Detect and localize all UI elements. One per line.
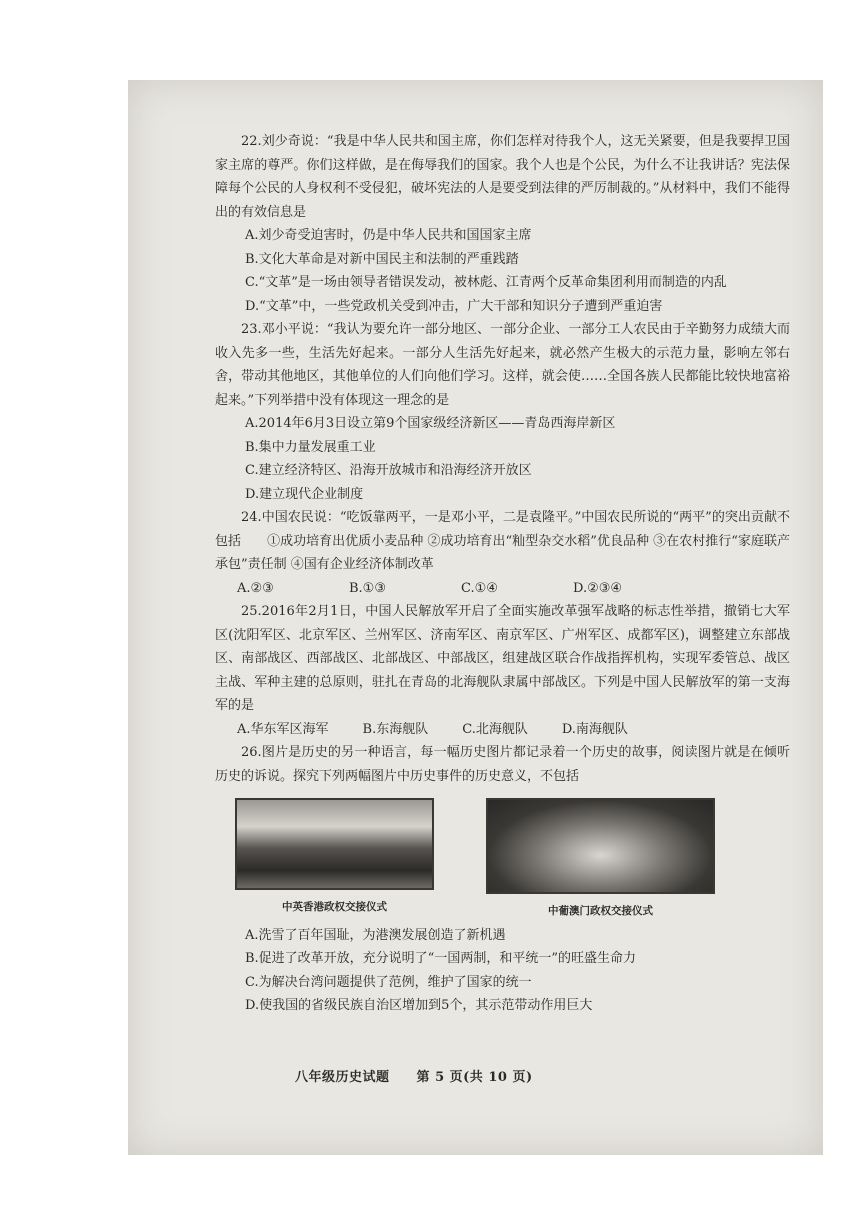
q26-stem: 26.图片是历史的另一种语言，每一幅历史图片都记录着一个历史的故事，阅读图片就是在倾听历史的诉说。探究下列两幅图片中历史事件的历史意义，不包括 <box>215 745 790 784</box>
q23-stem: 23.邓小平说：“我认为要允许一部分地区、一部分企业、一部分工人农民由于辛勤努力成绩大而收入先多一些，生活先好起来。一部分人生活先好起来，就必然产生极大的示范力量，影响左邻右舍，带动其他地区，其他单位的人们向他们学习。这样，就会使……全国各族人民都能比较快地富裕起来。”下列举措中没有体现这一理念的是 <box>215 322 790 408</box>
q22-option-a: A.刘少奇受迫害时，仍是中华人民共和国国家主席 <box>245 228 532 243</box>
q25-option-b: B.东海舰队 <box>362 721 429 737</box>
q25-option-c: C.北海舰队 <box>462 721 528 737</box>
q24-option-a: A.②③ <box>237 580 274 596</box>
hongkong-handover-photo <box>235 798 434 890</box>
question-block <box>215 130 790 1018</box>
q23-option-a: A.2014年6月3日设立第9个国家级经济新区——青岛西海岸新区 <box>245 416 616 431</box>
q24-option-c: C.①④ <box>461 580 498 596</box>
q26-option-a: A.洗雪了百年国耻，为港澳发展创造了新机遇 <box>245 927 506 943</box>
q22-option-b: B.文化大革命是对新中国民主和法制的严重践踏 <box>245 251 519 267</box>
figure-macau <box>486 798 715 924</box>
q23-option-b: B.集中力量发展重工业 <box>245 439 376 455</box>
q23-option-c: C.建立经济特区、沿海开放城市和沿海经济开放区 <box>245 463 532 478</box>
footer-subject: 八年级历史试题 <box>295 1070 390 1085</box>
q26-option-c: C.为解决台湾问题提供了范例，维护了国家的统一 <box>245 974 532 990</box>
q26-option-b: B.促进了改革开放，充分说明了“一国两制，和平统一”的旺盛生命力 <box>245 951 636 966</box>
q25-option-a: A.华东军区海军 <box>237 721 329 737</box>
q25-stem: 25.2016年2月1日，中国人民解放军开启了全面实施改革强军战略的标志性举措，撤销七大军区(沈阳军区、北京军区、兰州军区、济南军区、南京军区、广州军区、成都军区)，调整建立东部战区、南部战区、西部战区、北部战区、中部战区，组建战区联合作战指挥机构，实现军委管总、战区主战、军种主建的总原则，驻扎在青岛的北海舰队隶属中部战区。下列是中国人民解放军的第一支海军的是 <box>215 604 790 713</box>
q24-option-d: D.②③④ <box>573 580 623 596</box>
figure-caption: 中葡澳门政权交接仪式 <box>548 905 653 917</box>
figure-hongkong <box>235 798 434 924</box>
q24-option-b: B.①③ <box>349 580 386 596</box>
q22-stem: 22.刘少奇说：“我是中华人民共和国主席，你们怎样对待我个人，这无关紧要，但是我要捍卫国家主席的尊严。你们这样做，是在侮辱我们的国家。我个人也是个公民，为什么不让我讲话？宪法保障每个公民的人身权利不受侵犯，破坏宪法的人是要受到法律的严厉制裁的。”从材料中，我们不能得出的有效信息是 <box>215 134 790 220</box>
figure-caption: 中英香港政权交接仪式 <box>282 901 387 913</box>
footer-page-number: 第 5 页(共 10 页) <box>416 1070 533 1085</box>
page-footer <box>295 1066 555 1085</box>
q25-option-d: D.南海舰队 <box>561 721 628 737</box>
q22-option-d: D.“文革”中，一些党政机关受到冲击，广大干部和知识分子遭到严重迫害 <box>245 298 663 314</box>
q24-options <box>215 577 790 601</box>
q25-options <box>215 718 790 742</box>
q26-option-d: D.使我国的省级民族自治区增加到5个，其示范带动作用巨大 <box>245 998 593 1013</box>
macau-handover-photo <box>486 798 715 894</box>
q22-option-c: C.“文革”是一场由领导者错误发动，被林彪、江青两个反革命集团利用而制造的内乱 <box>245 275 727 290</box>
q23-option-d: D.建立现代企业制度 <box>245 486 364 502</box>
q24-stem: 24.中国农民说：“吃饭靠两平，一是邓小平，二是袁隆平。”中国农民所说的“两平”的突出贡献不包括 ①成功培育出优质小麦品种 ②成功培育出“籼型杂交水稻”优良品种 ③在农村推行“家庭联产承包”责任制 ④国有企业经济体制改革 <box>215 510 790 572</box>
q26-figures <box>235 798 715 924</box>
